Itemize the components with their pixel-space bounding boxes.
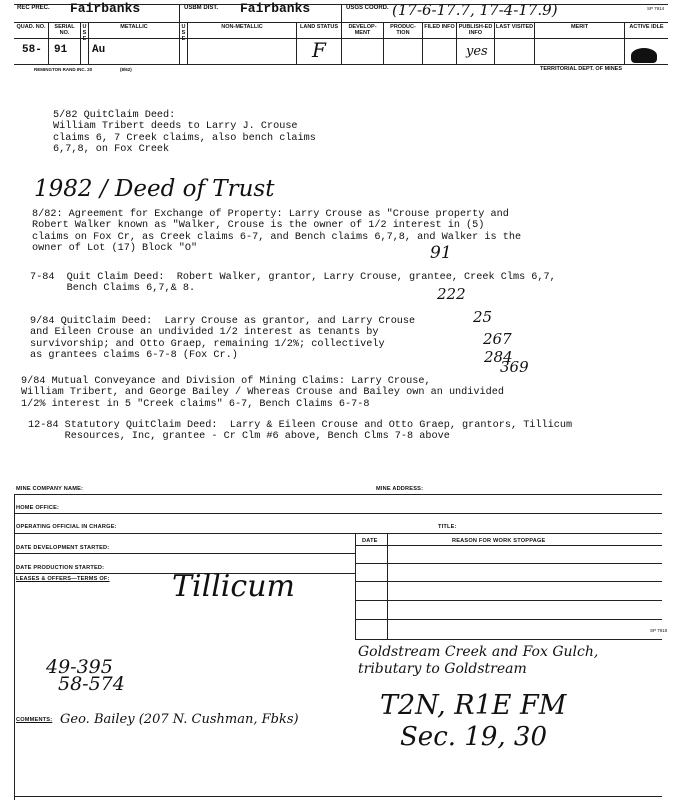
comments-label: COMMENTS: <box>16 717 53 723</box>
published-info-value: yes <box>466 44 488 59</box>
metallic-header: METALLIC <box>88 22 179 38</box>
operating-official-label: OPERATING OFFICIAL IN CHARGE: <box>16 524 117 530</box>
rec-prec-label: REC PREC. <box>17 5 50 11</box>
comments-value: Geo. Bailey (207 N. Cushman, Fbks) <box>60 712 299 727</box>
file-number-2: 58-574 <box>58 673 125 695</box>
land-status-value: F <box>312 38 326 62</box>
active-mark <box>631 48 657 63</box>
entry-1984-quitclaim-walker: 7-84 Quit Claim Deed: Robert Walker, grantor, Larry Crouse, grantee, Creek Clms 6,7, Bench Claims 6,7,& 8. <box>30 272 556 295</box>
serial-no-value: 91 <box>54 44 68 56</box>
quad-no-header: QUAD. NO. <box>16 24 46 30</box>
margin-number-4: 267 <box>483 330 512 348</box>
reason-col-header: REASON FOR WORK STOPPAGE <box>452 538 546 544</box>
entry-mutual-conveyance: 9/84 Mutual Conveyance and Division of Mining Claims: Larry Crouse, William Tribert, and George Bailey / Whereas Crouse and Bailey own an undivided 1/2% interest in 5 "Creek claims" 6-7, Bench Claims 6-7-8 <box>21 376 504 410</box>
nonmetallic-header: NON-METALLIC <box>187 22 296 38</box>
entry-exchange-agreement: 8/82: Agreement for Exchange of Property: Larry Crouse as "Crouse property and Robert Walker known as "Walker, Crouse is the owner of 1/2 interest in (5) claims on Fox Cr, as Creek claims 6-7, and Bench claims 6,7,8, and Walker is the owner of Lot (17) Block "O" <box>32 209 522 255</box>
margin-number-2: 222 <box>437 285 466 303</box>
land-status-header: LAND STATUS <box>296 22 341 38</box>
merit-header: MERIT <box>534 22 624 38</box>
metallic-value: Au <box>92 44 106 56</box>
leases-label: LEASES & OFFERS—TERMS OF: <box>16 576 110 582</box>
mine-company-label: MINE COMPANY NAME: <box>16 486 84 492</box>
published-info-header: PUBLISH-ED INFO <box>456 22 494 38</box>
township-range: T2N, R1E FM <box>380 690 567 721</box>
date-col-header: DATE <box>362 538 378 544</box>
agency-label: TERRITORIAL DEPT. OF MINES <box>540 66 622 72</box>
serial-no-header: SERIAL NO. <box>48 22 80 38</box>
production-header: PRODUC-TION <box>383 22 422 38</box>
margin-number-3: 25 <box>473 308 493 326</box>
location-line-1: Goldstream Creek and Fox Gulch, <box>358 644 599 660</box>
active-idle-header: ACTIVE IDLE <box>624 22 668 38</box>
form-number-top: SP 7914 <box>647 6 665 11</box>
use-marker-2: U S E <box>179 22 187 38</box>
use-marker-1: U S E <box>80 22 88 38</box>
usgs-coord-label: USGS COORD. <box>346 5 389 11</box>
margin-number-1: 91 <box>430 243 452 263</box>
usbm-dist-label: USBM DIST. <box>184 5 219 11</box>
usbm-dist-value: Fairbanks <box>240 1 311 16</box>
entry-1982-quitclaim: 5/82 QuitClaim Deed: William Tribert deeds to Larry J. Crouse claims 6, 7 Creek claims, also bench claims 6,7,8, on Fox Creek <box>53 110 316 156</box>
entry-deed-of-trust: 1982 / Deed of Trust <box>34 176 275 202</box>
printer-note: REMINGTON RAND INC. 20 <box>34 67 93 72</box>
leases-value: Tillicum <box>172 569 295 604</box>
usgs-coord-value: (17-6-17.7, 17-4-17.9) <box>392 1 558 19</box>
file-number-1: 49-395 <box>46 656 113 678</box>
development-header: DEVELOP-MENT <box>341 22 383 38</box>
margin-number-6: 369 <box>500 358 529 376</box>
section-numbers: Sec. 19, 30 <box>400 722 547 752</box>
development-started-label: DATE DEVELOPMENT STARTED: <box>16 545 110 551</box>
production-started-label: DATE PRODUCTION STARTED: <box>16 565 105 571</box>
entry-1984-quitclaim-crouse: 9/84 QuitClaim Deed: Larry Crouse as grantor, and Larry Crouse and Eileen Crouse an undivided 1/2 interest as tenants by survivorship; and Otto Graep, remaining 1/2%; collectively as grantees claims 6-7-8 (Fox Cr.) <box>30 316 416 362</box>
mine-address-label: MINE ADDRESS: <box>376 486 424 492</box>
printer-note-2: (8/62) <box>120 67 132 72</box>
location-line-2: tributary to Goldstream <box>358 661 527 677</box>
entry-statutory-quitclaim: 12-84 Statutory QuitClaim Deed: Larry & Eileen Crouse and Otto Graep, grantors, Tillicum Resources, Inc, grantee - Cr Clm #6 above, Bench Clms 7-8 above <box>28 420 573 443</box>
rec-prec-value: Fairbanks <box>70 1 141 16</box>
quad-no-value: 58- <box>22 44 42 56</box>
title-label: TITLE: <box>438 524 457 530</box>
margin-number-5: 284 <box>484 348 513 366</box>
last-visited-header: LAST VISITED <box>494 22 534 38</box>
form-number-bottom: SP 7918 <box>650 628 668 633</box>
filed-info-header: FILED INFO <box>422 22 456 38</box>
home-office-label: HOME OFFICE: <box>16 505 60 511</box>
